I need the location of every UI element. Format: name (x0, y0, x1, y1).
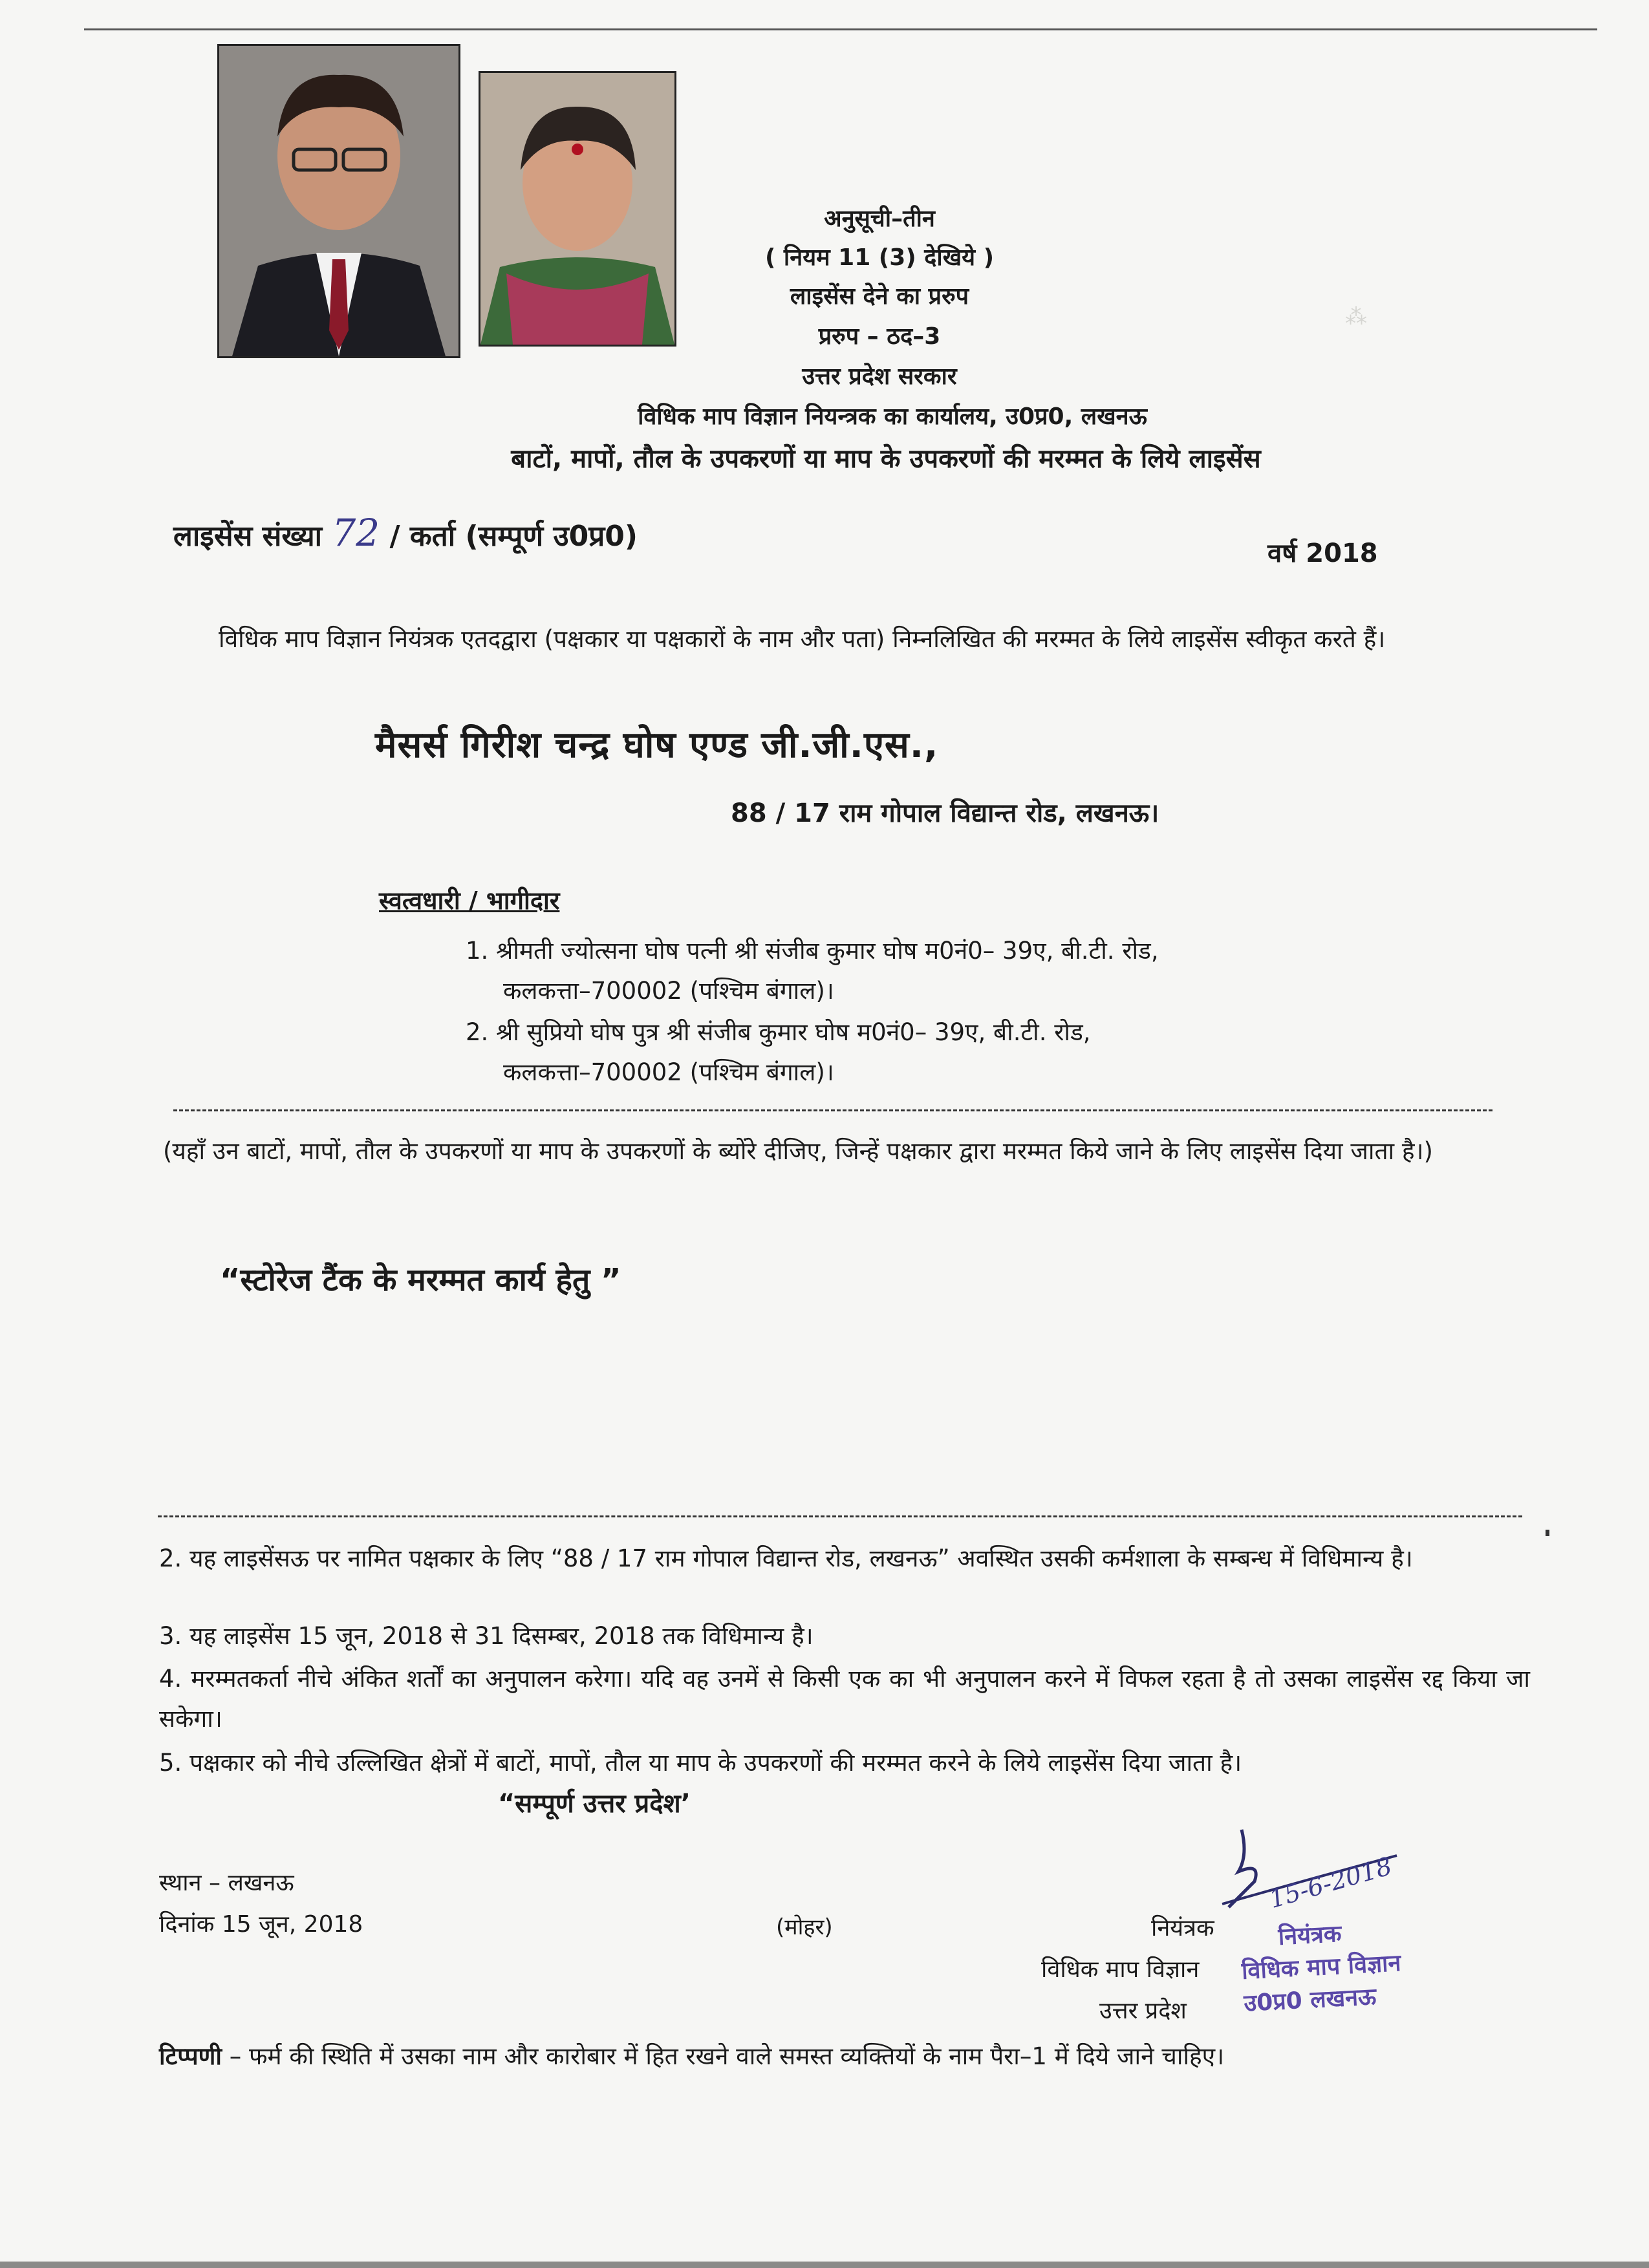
form-number: प्ररुप – ठद–3 (818, 323, 941, 350)
owners-heading: स्वत्वधारी / भागीदार (379, 886, 560, 915)
clause (159, 1659, 1530, 1739)
speck (1546, 1530, 1549, 1536)
schedule-title: अनुसूची–तीन (824, 206, 935, 232)
license-suffix: / कर्ता (सम्पूर्ण उ0प्र0) (389, 520, 638, 553)
license-number-line (173, 511, 638, 555)
separator (173, 1109, 1493, 1111)
firm-address: 88 / 17 राम गोपाल विद्यान्त रोड, लखनऊ। (731, 798, 1159, 828)
note-text: – फर्म की स्थिति में उसका नाम और कारोबार में हित रखने वाले समस्त व्यक्तियों के नाम पैरा–1 में दिये जाने चाहिए। (229, 2042, 1225, 2070)
license-subject: बाटों, मापों, तौल के उपकरणों या माप के उपकरणों की मरम्मत के लिये लाइसेंस (511, 444, 1261, 474)
stamp-line: नियंत्रक (1277, 1920, 1342, 1951)
jurisdiction-area: “सम्पूर्ण उत्तर प्रदेश’ (498, 1789, 691, 1819)
signatory-department: विधिक माप विज्ञान (1041, 1956, 1200, 1983)
form-title: लाइसेंस देने का प्ररुप (790, 283, 969, 310)
clause-text: 3. यह लाइसेंस 15 जून, 2018 से 31 दिसम्बर, 2018 तक विधिमान्य है। (159, 1622, 814, 1650)
clause-text: 2. यह लाइसेंसऊ पर नामित पक्षकार के लिए “88 / 17 राम गोपाल विद्यान्त रोड, लखनऊ” अवस्थित उसकी कर्मशाला के सम्बन्ध में विधिमान्य है। (159, 1545, 1413, 1572)
issue-date: दिनांक 15 जून, 2018 (159, 1911, 363, 1938)
signatory-state: उत्तर प्रदेश (1099, 1998, 1187, 2024)
firm-name: मैसर्स गिरीश चन्द्र घोष एण्ड जी.जी.एस., (375, 724, 939, 766)
photo-woman (479, 71, 676, 347)
clause (159, 1539, 1530, 1579)
office-name: विधिक माप विज्ञान नियन्त्रक का कार्यालय, उ0प्र0, लखनऊ (638, 403, 1147, 430)
bottom-edge (0, 2262, 1649, 2268)
stamp-line: विधिक माप विज्ञान (1241, 1950, 1402, 1985)
details-instruction: (यहाँ उन बाटों, मापों, तौल के उपकरणों या माप के उपकरणों के ब्योंरे दीजिए, जिन्हें पक्षकार द्वारा मरम्मत किये जाने के लिए लाइसेंस दिया जाता है।) (163, 1137, 1433, 1165)
clause (159, 1616, 1530, 1656)
owner-line: कलकत्ता–700002 (पश्चिम बंगाल)। (503, 1058, 834, 1086)
place: स्थान – लखनऊ (159, 1870, 294, 1896)
rule-reference: ( नियम 11 (3) देखिये ) (764, 244, 995, 271)
government-name: उत्तर प्रदेश सरकार (802, 363, 957, 390)
separator (158, 1515, 1522, 1517)
license-year: वर्ष 2018 (1267, 539, 1378, 568)
owner-line: कलकत्ता–700002 (पश्चिम बंगाल)। (503, 977, 834, 1005)
bleed-text: ⁂ (1345, 304, 1367, 330)
repair-scope: “स्टोरेज टैंक के मरम्मत कार्य हेतु ” (220, 1262, 621, 1298)
seal-label: (मोहर) (776, 1914, 833, 1940)
clause-text: 4. मरम्मतकर्ता नीचे अंकित शर्तों का अनुपालन करेगा। यदि वह उनमें से किसी एक का भी अनुपालन करने में विफल रहता है तो उसका लाइसेंस रद्द किया जा सकेगा। (159, 1665, 1530, 1733)
clause (159, 1743, 1530, 1783)
grant-paragraph: विधिक माप विज्ञान नियंत्रक एतदद्वारा (पक्षकार या पक्षकारों के नाम और पता) निम्नलिखित की मरम्मत के लिये लाइसेंस स्वीकृत करते हैं। (219, 625, 1386, 653)
license-number: 72 (332, 511, 380, 555)
owner-line: 2. श्री सुप्रियो घोष पुत्र श्री संजीब कुमार घोष म0नं0– 39ए, बी.टी. रोड, (466, 1018, 1091, 1046)
photo-man (217, 44, 460, 358)
stamp-line: उ0प्र0 लखनऊ (1243, 1984, 1377, 2017)
note-label: टिप्पणी (159, 2042, 222, 2070)
clause-text: 5. पक्षकार को नीचे उल्लिखित क्षेत्रों में बाटों, मापों, तौल या माप के उपकरणों की मरम्मत करने के लिये लाइसेंस दिया जाता है। (159, 1749, 1242, 1777)
signatory-title: नियंत्रक (1151, 1915, 1214, 1942)
owner-entry (466, 1012, 1578, 1093)
official-stamp (1200, 1915, 1403, 2022)
note (159, 2037, 1530, 2077)
owner-entry (466, 931, 1578, 1011)
handwritten-date: 15-6-2018 (1266, 1851, 1396, 1914)
license-label: लाइसेंस संख्या (173, 520, 323, 553)
owner-line: 1. श्रीमती ज्योत्सना घोष पत्नी श्री संजीब कुमार घोष म0नं0– 39ए, बी.टी. रोड, (466, 937, 1159, 965)
top-rule (84, 28, 1597, 30)
